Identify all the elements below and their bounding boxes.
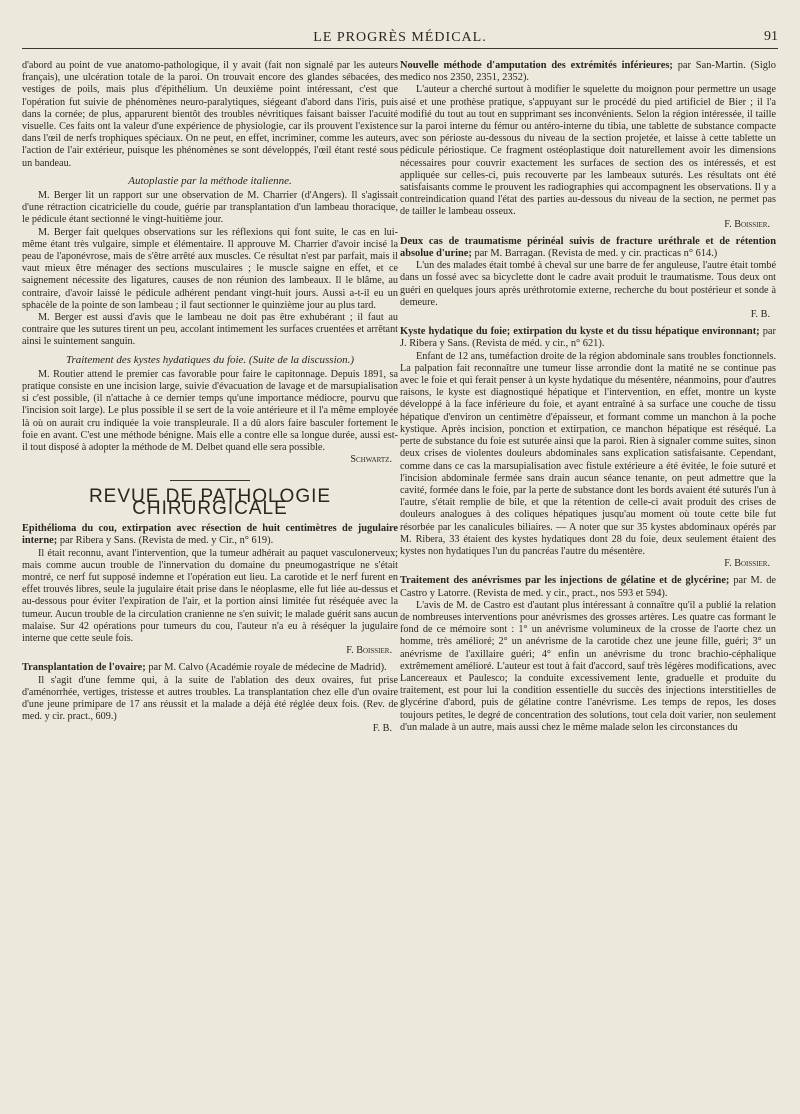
signature: F. Boissier. <box>724 558 770 570</box>
article-heading <box>400 575 776 599</box>
paragraph: d'abord au point de vue anatomo-pathologique, il y avait (fait non signalé par les auteurs français), une ulcération totale de la paroi. On trouvait encore des glandes sébacées, des vestiges de poils, mais plus d'épithélium. Un deuxième point intéressant, c'est que l'opération fut suivie de phénomènes neuro-paralytiques, siégeant d'abord dans l'iris, puis dans la cornée; de plus, apparurent bientôt des troubles névritiques faisant baisser l'acuité visuelle. Ces faits ont la valeur d'une expérience de physiologie, car ils prouvent l'existence dans l'œil de nerfs trophiques spéciaux. On ne peut, en effet, incriminer, comme les auteurs, l'action de l'air extérieur, puisque les phénomènes se sont développés, l'œil étant resté sous un bandeau. <box>22 60 398 169</box>
paragraph: L'avis de M. de Castro est d'autant plus intéressant à connaître qu'il a publié la relation de nombreuses interventions pour anévrismes des grosses artères. Les quatre cas formant le fond de ce mémoire sont : 1° un anévrisme volumineux de la crosse de l'aorte chez un homme, très amélioré; 2° un anévrisme de la carotide chez une jeune fille, guéri; 3° un anévrisme de l'axillaire guéri; 4° enfin un anévrisme du tronc brachio-céphalique extrêmement amélioré. L'auteur est tout à fait d'accord, sauf très légères modifications, avec Lancereaux et Paulesco; la conduite excessivement lente, graduelle et produite du traitement, est pour lui la condition essentielle du succès des injections interstitielles de glycérine d'abord, puis de gélatine contre l'anévrisme. Les temps de repos, les doses toujours petites, le degré de concentration des solutions, tout cela doit varier, non seulement d'un malade à un autre, mais aussi chez le même malade selon les circonstances du <box>400 599 776 733</box>
article-heading <box>22 523 398 547</box>
section-title: REVUE DE PATHOLOGIE CHIRURGICALE <box>88 485 332 519</box>
article-title: Nouvelle méthode d'amputation des extrémités inférieures; <box>400 60 673 71</box>
article-citation: par M. Barragan. (Revista de med. y cir. practicas n° 614.) <box>474 248 718 260</box>
paragraph: Il était reconnu, avant l'intervention, que la tumeur adhérait au paquet vasculonerveux; mais comme aucun trouble de l'innervation du domaine du pneumogastrique ne s'était montré, ce nerf fut supposé indemne et l'opération eut lieu. La carotide et le nerf furent en effet trouvés libres, seule la jugulaire était prise dans le néoplasme, elle fut liée au-dessus et au-dessous pour éviter l'expiration de l'air, et la portion ainsi limitée fut réséquée avec la tumeur. Aucun trouble de la circulation cranienne ne s'en suivit; le malade guérit sans aucun malaise. Sur 42 opérations pour tumeurs du cou, l'auteur n'a eu à réséquer la jugulaire interne que cette seule fois. <box>22 547 398 644</box>
signature: F. B. <box>372 723 392 735</box>
article-citation: par Ribera y Sans. (Revista de med. y Cir., n° 619). <box>59 535 274 547</box>
signature: F. Boissier. <box>346 645 392 657</box>
page-number: 91 <box>764 29 778 44</box>
subheading-autoplastie: Autoplastie par la méthode italienne. <box>128 174 292 187</box>
article-title: Deux cas de traumatisme périnéal suivis de fracture uréthrale et de rétention absolue d'urine; <box>400 235 776 260</box>
left-column <box>22 60 398 1090</box>
article-citation: par M. Calvo (Académie royale de médecine de Madrid). <box>148 662 387 674</box>
article-citation: par J. Ribera y Sans. (Revista de méd. y cir., n° 621). <box>400 326 776 350</box>
article-title: Traitement des anévrismes par les injections de gélatine et de glycérine; <box>400 575 730 587</box>
paragraph: M. Berger lit un rapport sur une observation de M. Charrier (d'Angers). Il s'agissait d'une rétraction cicatricielle du coude, guérie par transplantation d'un lambeau thoracique, le pédicule étant sectionné le vingt-huitième jour. <box>22 190 398 226</box>
article-title: Transplantation de l'ovaire; <box>22 662 146 674</box>
signature: Schwartz. <box>350 454 392 466</box>
paragraph: L'auteur a cherché surtout à modifier le squelette du moignon pour permettre un usage aisé et une prothèse pratique, s'appuyant sur le procédé du pied artificiel de Bier ; il l'a modifié du tout au tout en supprimant ses inconvénients. Selon la région intéressée, il taille sur la paroi interne du fémur ou antéro-interne du tibia, une tablette de substance compacte avec son périoste au-dessous du niveau de la section projetée, et laisse à cette tablette un pédicule périostique. Ce fragment ostéoplastique doit naturellement avoir les dimensions nécessaires pour couvrir exactement les surfaces de section des os intéressés, et est appliquée sur celles-ci, puis recouverte par les lambeaux suturés. Les résultats ont été satisfaisants comme le prouvent les radiographies qui accompagnent les observations. Il y a contreindication quand l'état des parties au-dessous du niveau de la section, ne permet pas de tailler le lambeau osseux. <box>400 84 776 218</box>
paragraph: M. Routier attend le premier cas favorable pour faire le capitonnage. Depuis 1891, sa pratique consiste en une incision large, suivie d'évacuation de lavage et de marsupialisation si c'est possible, (il n'attache à ce dernier temps qu'une importance médiocre, pourvu que l'incision soit large). Le plus possible il se sert de la voie antérieure et il l'a même employée là où on aurait cru indiquée la voie transpleurale. Il a dû alors faire basculer fortement le foie en avant. C'est une méthode bénigne. Mais elle a contre elle sa longue durée, aussi est-il tout disposé à adopter la méthode de M. Delbet quand elle sera possible. <box>22 368 398 454</box>
ornamental-rule <box>22 473 398 485</box>
running-header <box>22 26 778 49</box>
article-heading <box>22 662 398 674</box>
paragraph: M. Berger fait quelques observations sur les réflexions qui font suite, le cas en lui-même étant très vulgaire, simple et élémentaire. Il approuve M. Charrier d'avoir incisé la peau de l'aponévrose, mais de s'être arrêté aux muscles. Ce résultat n'est par parfait, mais il vaut mieux être ménager des sections musculaires ; le muscle saigne en effet, et ce saignement nécessite des ligatures, causes de non réunion des lambeaux. Il le blâme, au contraire, d'avoir laissé le pédicule adhérent pendant vingt-huit jours. Aussi a-t-il eu un sphacèle de la pointe de son lambeau ; il faut sectionner le quinzième jour au plus tard. <box>22 226 398 311</box>
signature: F. Boissier. <box>724 218 770 230</box>
journal-title: LE PROGRÈS MÉDICAL. <box>313 30 487 45</box>
subheading-kystes: Traitement des kystes hydatiques du foie. (Suite de la discussion.) <box>65 353 355 366</box>
article-heading <box>400 60 776 84</box>
paragraph: Il s'agit d'une femme qui, à la suite de l'ablation des deux ovaires, fut prise d'aménorrhée, vertiges, tristesse et autres troubles. La transplantation chez elle d'un ovaire d'une jeune primipare de 17 ans réussit et la malade a déjà été réglée deux fois. (Rev. de med. y cir. pract., 609.) <box>22 674 398 723</box>
article-title: Epithélioma du cou, extirpation avec résection de huit centimètres de jugulaire interne; <box>22 523 398 547</box>
article-heading <box>400 236 776 260</box>
paragraph: Enfant de 12 ans, tuméfaction droite de la région abdominale sans troubles fonctionnels. La palpation fait reconnaître une tumeur lisse arrondie dont la matité ne se continue pas avec le foie et qui ferait penser à un kyste hydatique du mésentère, néanmoins, pour d'autres raisons, le kyste est diagnostiqué hépatique et l'intervention, en effet, montre un kyste développé à la face inférieure du foie, et ayant entraîné à sa surface une couche de tissu hépatique d'environ un centimètre d'épaisseur, et formant comme un manchon à la poche kystique. Après incision, ponction et extirpation, ce manchon hépatique est réséqué. La perte de substance du foie est suturée ainsi que la paroi. Rien à signaler comme suites, sinon deux crises de violentes douleurs abdominales sans explication satisfaisante. Cependant, comme dans ce cas la marsupialisation avec fistule extérieure a été évitée, le foie suturé et l'incision abdominale fermée sans drain aucun séance tenante, on peut admettre que la cavité, formée dans le foie, par la perte de substance dont les bords avaient été suturés l'un à l'autre, s'était remplie de bile, et que la rétention de celle-ci avait produit des crises de douleurs analogues à des coliques hépatiques jusqu'au moment où toute cette bile fut résorbée par les canalicules biliaires. — A noter que sur 35 kystes abdominaux opérés par M. Ribera, 33 étaient des kystes hydatiques dont 28 du foie, deux seulement étaient des kystes non hydatiques l'un du pancréas l'autre du mésentère. <box>400 350 776 557</box>
article-citation: par M. de Castro y Latorre. (Revista de med. y cir., pract., nos 593 et 594). <box>400 575 776 599</box>
article-heading <box>400 326 776 350</box>
article-title: Kyste hydatique du foie; extirpation du kyste et du tissu hépatique environnant; <box>400 326 760 338</box>
right-column <box>400 60 776 1090</box>
paragraph: M. Berger est aussi d'avis que le lambeau ne doit pas être exhubérant ; il faut au contraire que les sutures tirent un peu, accolant intimement les surfaces cruentées et arrêtant ainsi le suintement sanguin. <box>22 312 398 348</box>
article-citation: par San-Martin. (Siglo medico nos 2350, 2351, 2352). <box>400 60 776 84</box>
paragraph: L'un des malades était tombé à cheval sur une barre de fer anguleuse, l'autre était tombé dans un fossé avec sa bicyclette dont le cadre avait produit le traumatisme. Tous deux ont guéri en quelques jours après uréthrotomie externe, recherche du bout postérieur et sonde à demeure. <box>400 260 776 308</box>
signature: F. B. <box>750 309 770 321</box>
